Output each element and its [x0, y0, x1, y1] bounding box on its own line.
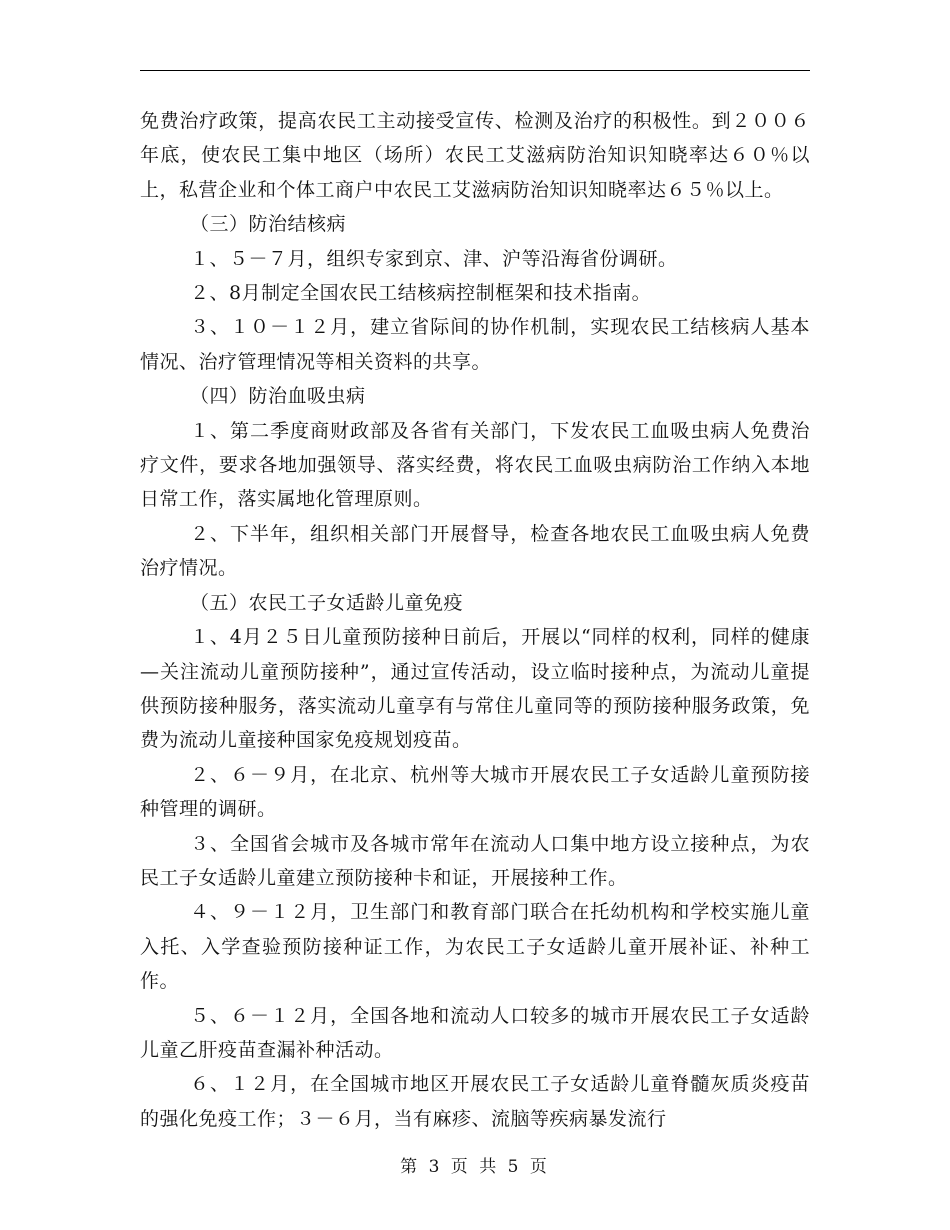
paragraph: １、５－７月，组织专家到京、津、沪等沿海省份调研。: [190, 247, 678, 270]
paragraph: ５、６－１２月，全国各地和流动人口较多的城市开展农民工子女适龄儿童乙肝疫苗查漏补种活动。: [140, 1004, 810, 1061]
paragraph: ４、９－１２月，卫生部门和教育部门联合在托幼机构和学校实施儿童入托、入学查验预防接种证工作，为农民工子女适龄儿童开展补证、补种工作。: [140, 901, 810, 993]
paragraph: ３、１０－１２月，建立省际间的协作机制，实现农民工结核病人基本情况、治疗管理情况等相关资料的共享。: [140, 316, 810, 373]
page-footer: 第 3 页 共 5 页: [400, 1157, 550, 1177]
paragraph: ２、下半年，组织相关部门开展督导，检查各地农民工血吸虫病人免费治疗情况。: [140, 522, 810, 580]
paragraph: ２、６－９月，在北京、杭州等大城市开展农民工子女适龄儿童预防接种管理的调研。: [140, 763, 810, 821]
section-heading: （四）防治血吸虫病: [190, 385, 366, 408]
paragraph: ２、8月制定全国农民工结核病控制框架和技术指南。: [190, 282, 652, 305]
section-heading: （五）农民工子女适龄儿童免疫: [190, 591, 464, 614]
section-heading: （三）防治结核病: [190, 213, 347, 236]
document-body: [140, 104, 810, 1136]
paragraph: １、第二季度商财政部及各省有关部门，下发农民工血吸虫病人免费治疗文件，要求各地加强领导、落实经费，将农民工血吸虫病防治工作纳入本地日常工作，落实属地化管理原则。: [140, 419, 810, 511]
paragraph: １、4月２５日儿童预防接种日前后，开展以“同样的权利，同样的健康—关注流动儿童预防接种”，通过宣传活动，设立临时接种点，为流动儿童提供预防接种服务，落实流动儿童享有与常住儿童同等的预防接种服务政策，免费为流动儿童接种国家免疫规划疫苗。: [140, 626, 810, 752]
paragraph: 免费治疗政策，提高农民工主动接受宣传、检测及治疗的积极性。到２００６年底，使农民工集中地区（场所）农民工艾滋病防治知识知晓率达６０％以上，私营企业和个体工商户中农民工艾滋病防治知识知晓率达６５％以上。: [140, 110, 810, 201]
paragraph: ６、１２月，在全国城市地区开展农民工子女适龄儿童脊髓灰质炎疫苗的强化免疫工作；３－６月，当有麻疹、流脑等疾病暴发流行: [140, 1073, 810, 1130]
header-rule: [140, 70, 810, 71]
paragraph: ３、全国省会城市及各城市常年在流动人口集中地方设立接种点，为农民工子女适龄儿童建立预防接种卡和证，开展接种工作。: [140, 832, 810, 889]
